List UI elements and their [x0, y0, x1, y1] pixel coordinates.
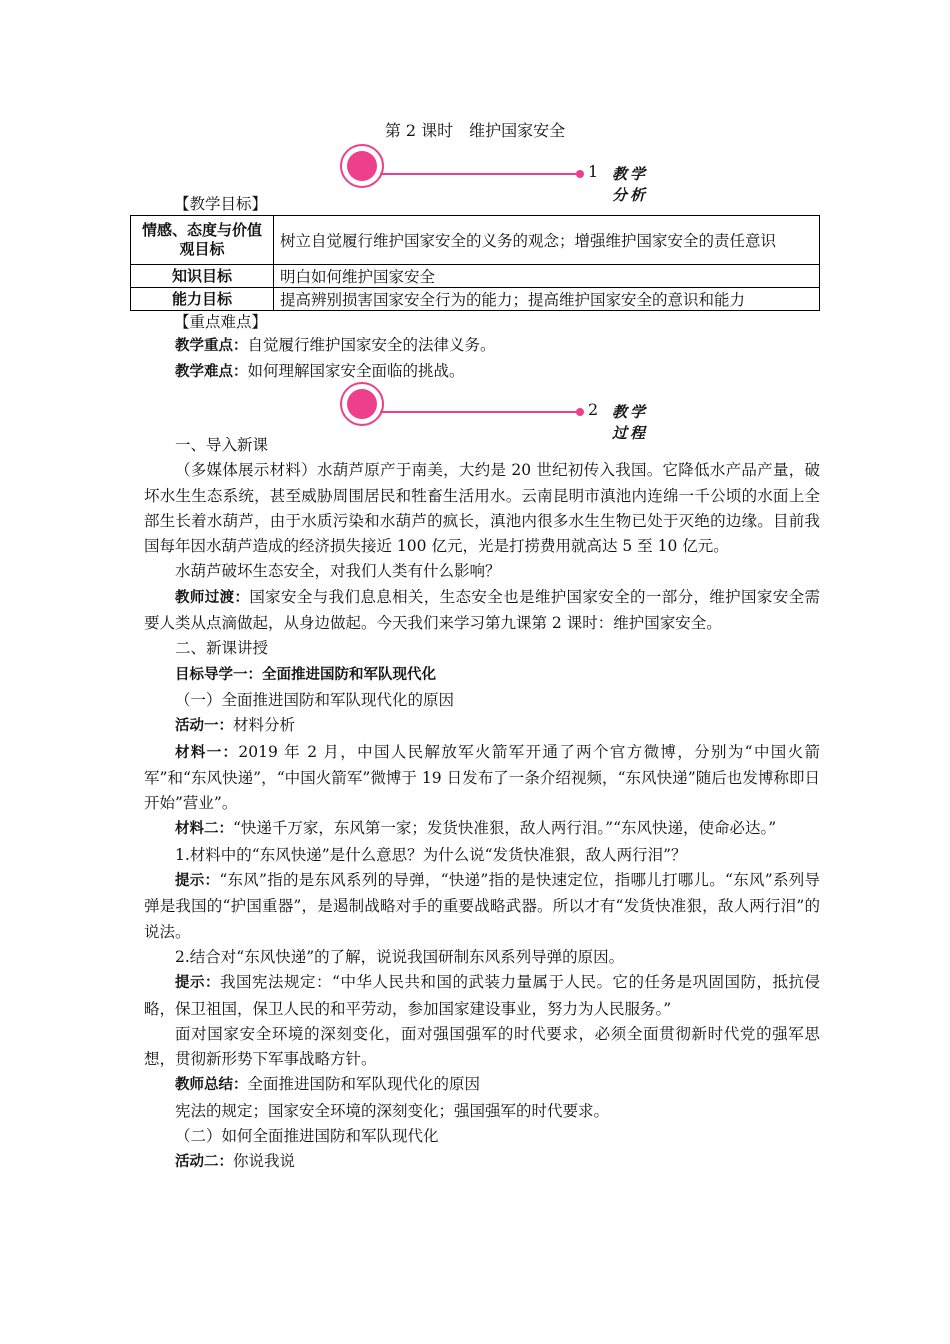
objective-name: 能力目标: [131, 288, 274, 311]
objective-name: 情感、态度与价值观目标: [131, 216, 274, 265]
question2: 2.结合对“东风快递”的了解，说说我国研制东风系列导弹的原因。: [175, 947, 625, 966]
hint1: [144, 868, 820, 945]
activity-text: 你说我说: [233, 1152, 296, 1171]
table-row: [131, 216, 820, 265]
page-title: 第 2 课时 维护国家安全: [384, 121, 566, 140]
hint-text: “东风”指的是东风系列的导弹，“快递”指的是快速定位，指哪儿打哪儿。“东风”系列导弹是我国的“护国重器”，是遏制战略对手的重要战略武器。所以才有“发货快准狠，敌人两行泪”的说法。: [144, 871, 820, 941]
material-text: 2019 年 2 月，中国人民解放军火箭军开通了两个官方微博，分别为“中国火箭军”和“东风快递”，“中国火箭军”微博于 19 日发布了一条介绍视频，“东风快递”随后也发博称即日开始”营业”。: [144, 742, 821, 813]
keypoints-block: [144, 333, 820, 386]
banner-line: [380, 173, 580, 175]
process-block: [144, 433, 820, 1176]
key-point-text: 自觉履行维护国家安全的法律义务。: [247, 336, 496, 354]
banner-dot-icon: [347, 389, 377, 419]
question1: 1.材料中的“东风快递”是什么意思？为什么说“发货快准狠，敌人两行泪”？: [175, 845, 687, 864]
s1-transition: [144, 585, 820, 637]
table-row: [131, 288, 820, 311]
activity-text: 材料分析: [233, 716, 296, 735]
banner-end-dot-icon: [576, 408, 584, 416]
banner-label: 教学过程: [612, 403, 649, 442]
banner-end-dot-icon: [576, 170, 584, 178]
subsection-heading: （二）如何全面推进国防和军队现代化: [175, 1127, 439, 1146]
key-point: [144, 333, 820, 359]
material-text: “快递千万家，东风第一家；发货快准狠，敌人两行泪。”“东风快递，使命必达。”: [233, 819, 777, 838]
material-label: 材料一：: [175, 744, 239, 761]
difficult-point-text: 如何理解国家安全面临的挑战。: [247, 362, 465, 381]
section-banner-analysis: [340, 144, 660, 204]
s1-question: 水葫芦破坏生态安全，对我们人类有什么影响？: [175, 562, 501, 581]
material-label: 材料二：: [175, 821, 233, 838]
keypoints-heading: 【重点难点】: [174, 313, 268, 331]
summary-title: 全面推进国防和军队现代化的原因: [247, 1075, 481, 1094]
s1-material: （多媒体展示材料）水葫芦原产于南美，大约是 20 世纪初传入我国。它降低水产品产量，破坏水生生态系统，甚至威胁周围居民和牲畜生活用水。云南昆明市滇池内连绵一千公顷的水面上全部生长着水葫芦，由于水质污染和水葫芦的疯长，滇池内很多水生生物已处于灭绝的边缘。目前我国每年因水葫芦造成的经济损失接近 100 亿元，光是打捞费用就高达 5 至 10 亿元。: [144, 461, 820, 556]
objective-desc: 明白如何维护国家安全: [274, 265, 820, 288]
transition-label: 教师过渡：: [175, 589, 250, 606]
s2-heading: 二、新课讲授: [175, 639, 269, 658]
banner-dot-icon: [347, 151, 377, 181]
objectives-table: [130, 215, 820, 311]
banner-number: 2: [588, 400, 599, 419]
objectives-heading: 【教学目标】: [174, 195, 268, 213]
material1: [144, 740, 820, 817]
section-banner-process: [340, 382, 660, 442]
subsection-heading: （一）全面推进国防和军队现代化的原因: [175, 690, 455, 709]
banner-line: [380, 411, 580, 413]
goal-heading: [144, 662, 820, 688]
material2: [144, 816, 820, 842]
activity1: [144, 713, 820, 739]
s1-heading: 一、导入新课: [175, 436, 269, 454]
objective-name: 知识目标: [131, 265, 274, 288]
objective-desc: 提高辨别损害国家安全行为的能力；提高维护国家安全的意识和能力: [274, 288, 820, 311]
table-row: [131, 265, 820, 288]
transition-text: 国家安全与我们息息相关，生态安全也是维护国家安全的一部分，维护国家安全需要人类从点滴做起，从身边做起。今天我们来学习第九课第 2 课时：维护国家安全。: [144, 587, 820, 633]
activity-label: 活动二：: [175, 1154, 233, 1171]
hint-text: 我国宪法规定：“中华人民共和国的武装力量属于人民。它的任务是巩固国防，抵抗侵略，保卫祖国，保卫人民的和平劳动，参加国家建设事业，努力为人民服务。”: [144, 973, 821, 1018]
activity2: [144, 1149, 820, 1175]
banner-label: 教学分析: [612, 165, 649, 204]
summary-label: 教师总结：: [175, 1077, 248, 1094]
hint2: [144, 970, 820, 1022]
hint-label: 提示：: [175, 873, 220, 890]
goal-text: 目标导学一：全面推进国防和军队现代化: [175, 666, 436, 683]
hint-label: 提示：: [175, 975, 221, 992]
key-point-label: 教学重点：: [175, 338, 248, 354]
hint2-paragraph: 面对国家安全环境的深刻变化，面对强国强军的时代要求，必须全面贯彻新时代党的强军思想，贯彻新形势下军事战略方针。: [144, 1024, 820, 1069]
objective-desc: 树立自觉履行维护国家安全的义务的观念；增强维护国家安全的责任意识: [274, 216, 820, 265]
teacher-summary: [144, 1072, 820, 1098]
difficult-point-label: 教学难点：: [175, 364, 248, 381]
banner-number: 1: [588, 162, 599, 181]
summary-text: 宪法的规定；国家安全环境的深刻变化；强国强军的时代要求。: [175, 1101, 610, 1120]
activity-label: 活动一：: [175, 718, 233, 735]
